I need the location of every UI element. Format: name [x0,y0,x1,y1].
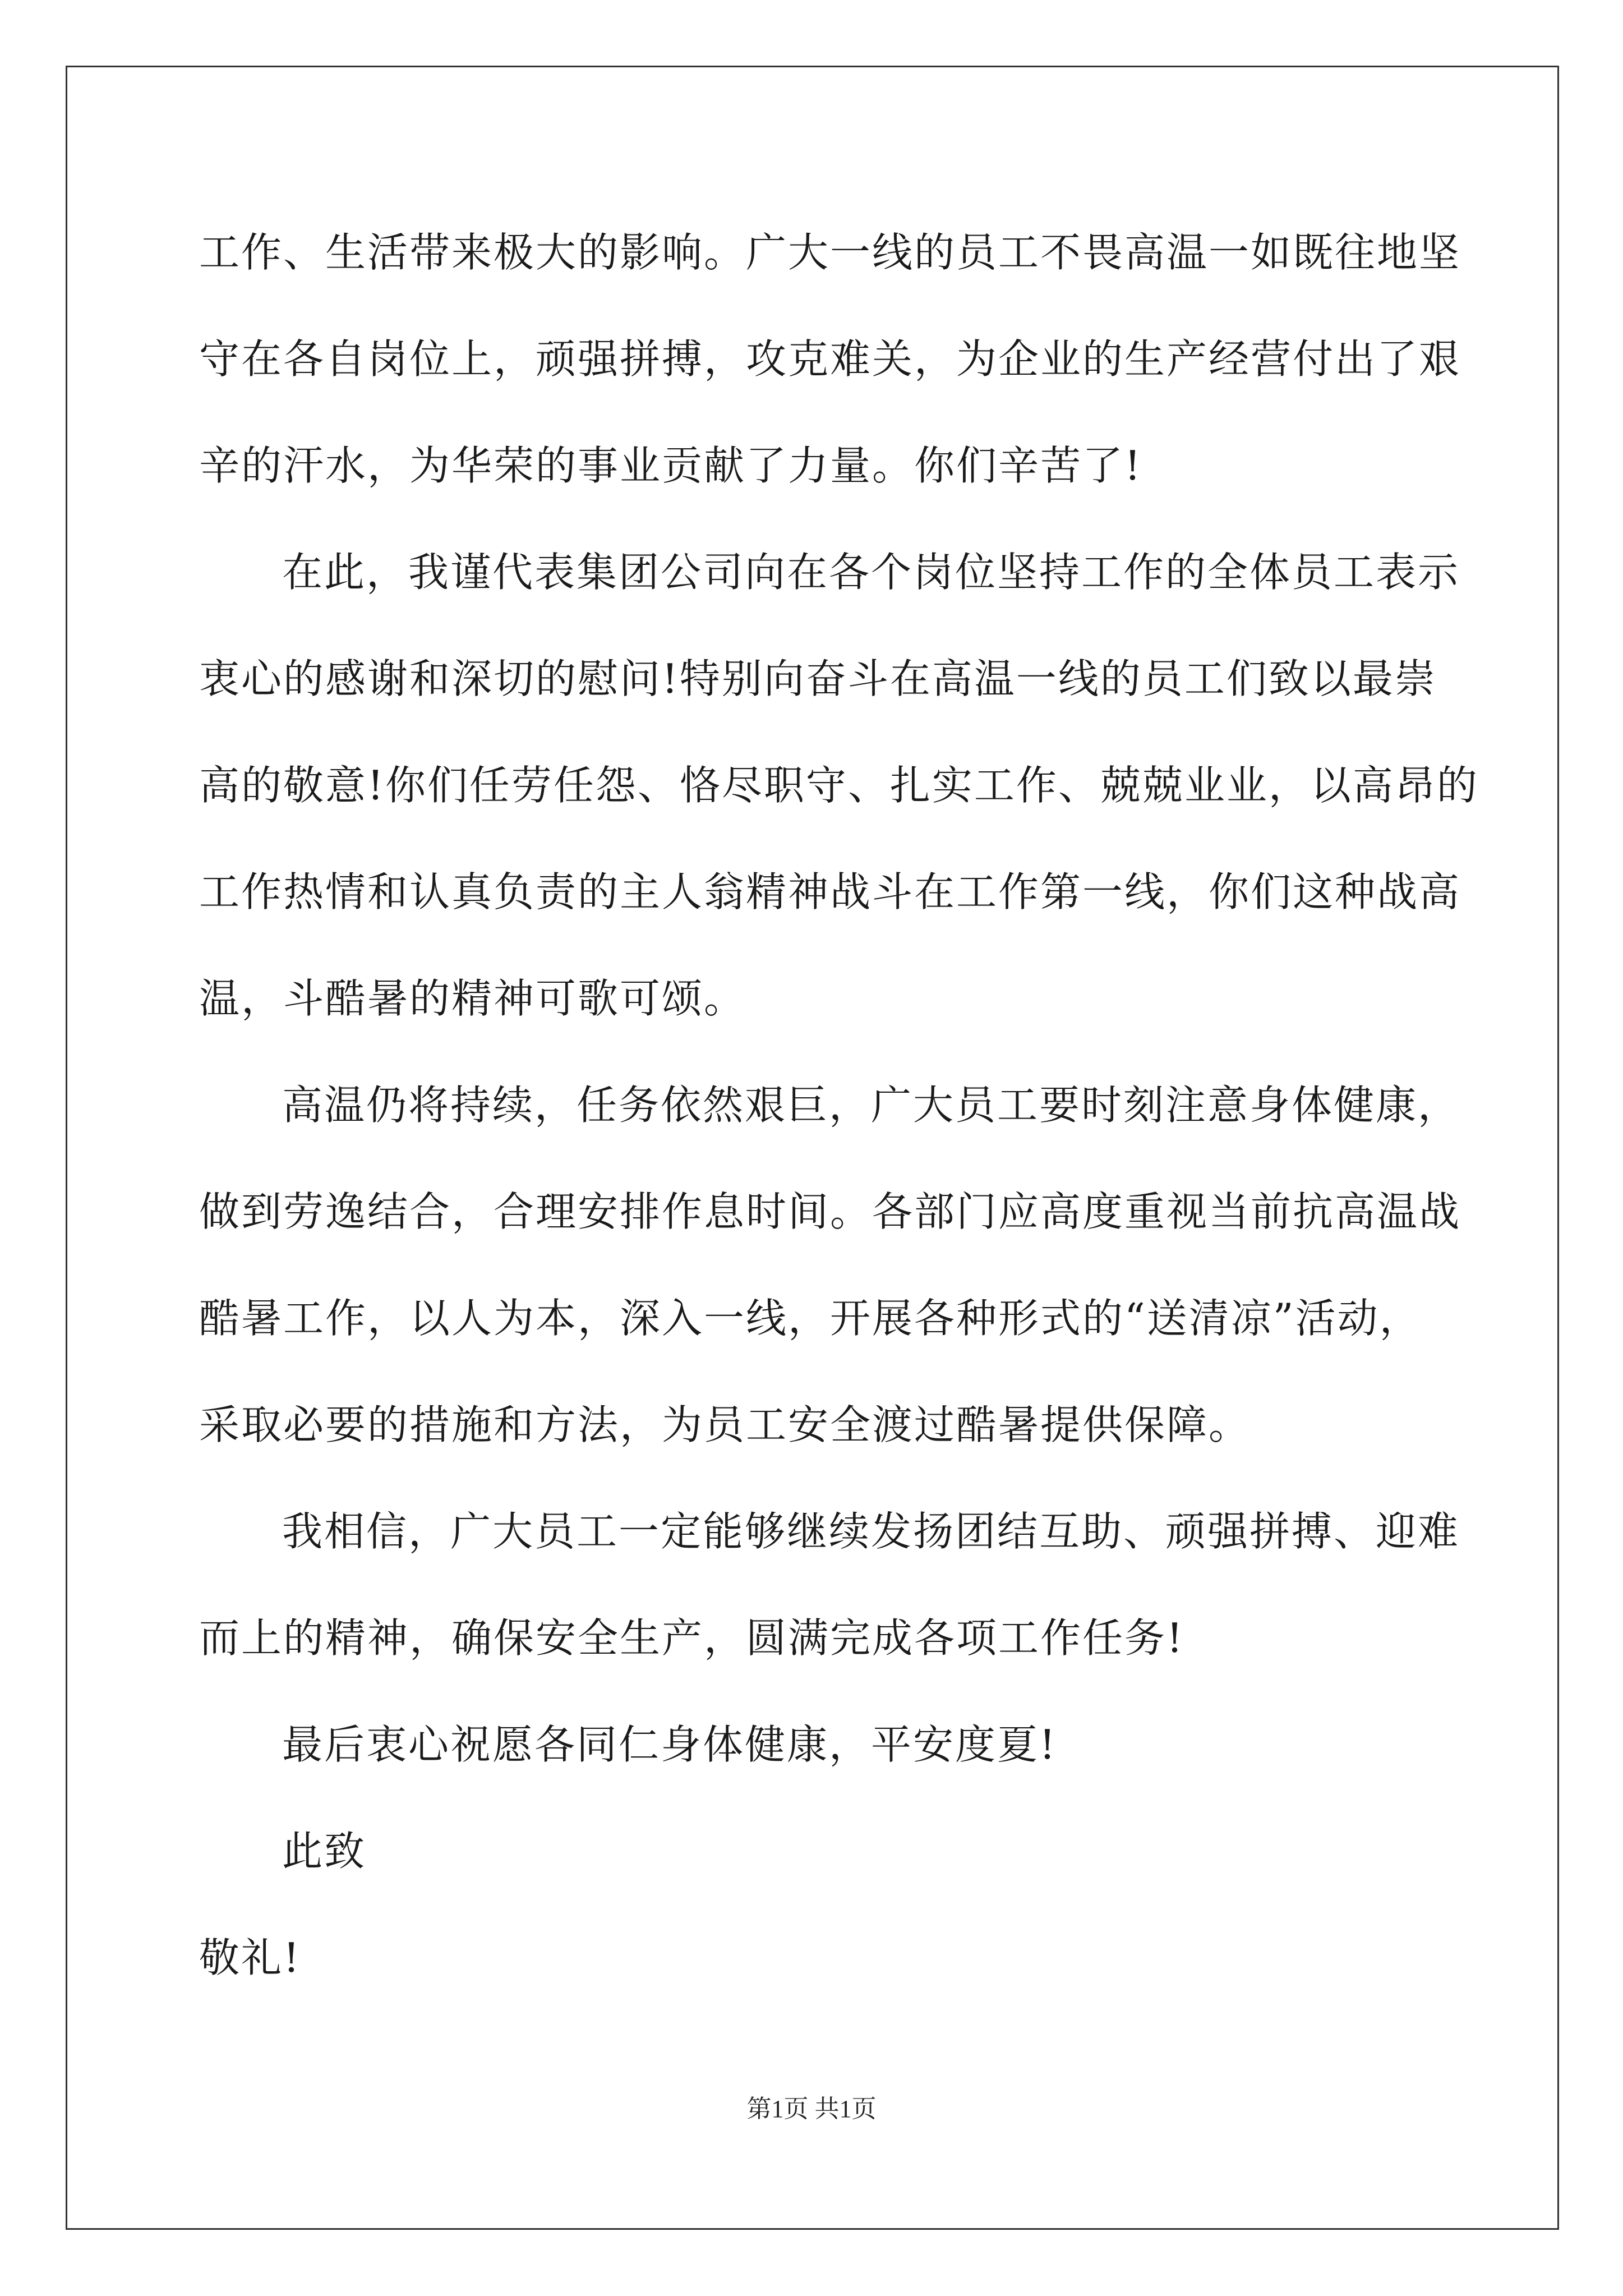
text-line: 做到劳逸结合，合理安排作息时间。各部门应高度重视当前抗高温战 [199,1188,1461,1235]
text-line: 衷心的感谢和深切的慰问!特别向奋斗在高温一线的员工们致以最崇 [199,655,1437,702]
closing-wish: 最后衷心祝愿各同仁身体健康，平安度夏! [282,1721,1057,1768]
document-body [199,212,1479,2024]
salutation-jingli: 敬礼! [199,1934,301,1981]
paragraph-start: 在此，我谨代表集团公司向在各个岗位坚持工作的全体员工表示 [282,549,1460,596]
text-line: 酷暑工作，以人为本，深入一线，开展各种形式的“送清凉”活动， [199,1295,1422,1342]
paragraph-start: 高温仍将持续，任务依然艰巨，广大员工要时刻注意身体健康， [282,1082,1460,1129]
text-line: 工作热情和认真负责的主人翁精神战斗在工作第一线，你们这种战高 [199,868,1461,915]
paragraph-start: 我相信，广大员工一定能够继续发扬团结互助、顽强拼搏、迎难 [282,1508,1460,1555]
text-line: 而上的精神，确保安全生产，圆满完成各项工作任务! [199,1614,1184,1662]
text-line: 温，斗酷暑的精神可歌可颂。 [199,975,746,1022]
text-line: 采取必要的措施和方法，为员工安全渡过酷暑提供保障。 [199,1401,1251,1448]
text-line: 辛的汗水，为华荣的事业贡献了力量。你们辛苦了! [199,442,1142,489]
text-line: 高的敬意!你们任劳任怨、恪尽职守、扎实工作、兢兢业业，以高昂的 [199,762,1479,809]
page-number: 第1页 共1页 [746,2095,877,2123]
text-line: 工作、生活带来极大的影响。广大一线的员工不畏高温一如既往地坚 [199,229,1461,276]
text-line: 守在各自岗位上，顽强拼搏，攻克难关，为企业的生产经营付出了艰 [199,335,1461,383]
salutation-cizhi: 此致 [282,1828,367,1875]
